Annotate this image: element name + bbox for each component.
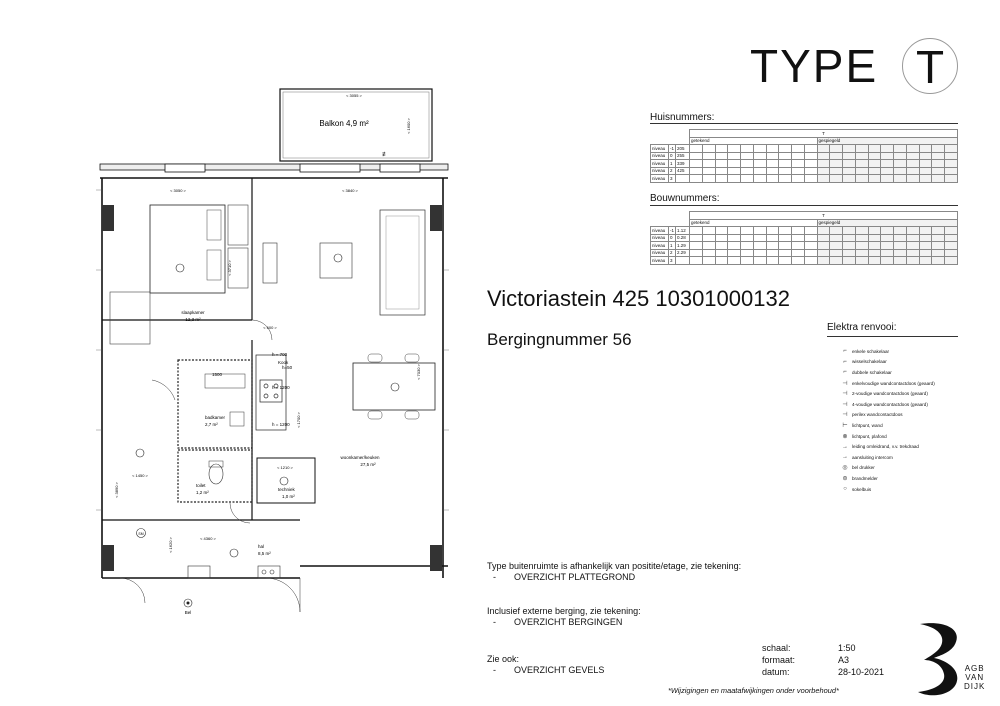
wissel-schakelaar-icon: ⌐: [843, 358, 847, 365]
legend-label: enkelvoudige wandcontactdoos (geaard): [852, 380, 935, 386]
legend-label: aansluiting intercom: [852, 454, 893, 460]
table-row: niveau 3: [651, 175, 958, 183]
intercom-icon: →: [842, 454, 848, 461]
type-letter-badge: T: [902, 38, 958, 94]
legend-item: [838, 441, 988, 452]
table-top-label: T: [690, 130, 958, 138]
dim-1700: < 1700 >: [296, 412, 301, 428]
dim-1450: < 1450 >: [132, 473, 148, 478]
legend-label: lichtpunt, wand: [852, 422, 883, 428]
legend-item: [838, 410, 988, 421]
schaal-value: 1:50: [838, 643, 856, 653]
dim-balkon-height: < 1600 >: [406, 118, 411, 134]
logo-wordmark: AGB VAN DIJK: [964, 664, 986, 691]
legend-label: perilex wandcontactdoos: [852, 412, 903, 418]
note-buitenruimte-dash: -: [493, 572, 496, 582]
svg-text:h = 700: h = 700: [272, 352, 288, 357]
dim-balkon-width: < 3055 >: [346, 93, 362, 98]
floor-plan: [0, 0, 470, 706]
legend-label: bel drukker: [852, 465, 875, 471]
note-berging-item: OVERZICHT BERGINGEN: [514, 617, 623, 627]
legend-item: [838, 463, 988, 474]
lichtpunt-wand-icon: ⊢: [842, 422, 848, 429]
dubbele-schakelaar-icon: ⌐: [843, 369, 847, 376]
legend-label: leiding omleidrand, v.v. trekdraad: [852, 444, 919, 450]
woonkamer-label: woonkamer/keuken: [340, 455, 380, 460]
wandcontactdoos-2-icon: ⊣: [842, 391, 848, 398]
table-top-label: T: [690, 212, 958, 220]
dim-1620: < 1620 >: [168, 537, 173, 553]
svg-text:< 1210 >: < 1210 >: [277, 465, 293, 470]
hal-area: 8,5 m²: [258, 551, 271, 556]
brandmelder-icon: ⊜: [842, 475, 848, 482]
huisnummers-rule: [650, 123, 958, 124]
toilet-area: 1,2 m²: [196, 490, 209, 495]
dim-600: < 600 >: [263, 325, 277, 330]
woonkamer-area: 27,5 m²: [360, 462, 376, 467]
legend-label: 4-voudige wandcontactdoos (geaard): [852, 401, 928, 407]
legend-label: sokelbuis: [852, 486, 872, 492]
schaal-label: schaal:: [762, 643, 791, 653]
badkamer-label: badkamer: [205, 415, 226, 420]
table-right-label: gespiegeld: [817, 219, 957, 227]
legend-item: [838, 357, 988, 368]
legend-label: enkele schakelaar: [852, 348, 890, 354]
note-berging: Inclusief externe berging, zie tekening:: [487, 606, 641, 616]
svg-text:h=50: h=50: [282, 365, 293, 370]
table-row: niveau 1 1.29: [651, 242, 958, 250]
svg-text:Kook: Kook: [278, 360, 289, 365]
footnote: *Wijzigingen en maatafwijkingen onder voorbehoud*: [668, 686, 839, 695]
legend-item: [838, 431, 988, 442]
dim-3890: < 3890 >: [114, 482, 119, 498]
table-row: niveau 0 255: [651, 152, 958, 160]
dim-3710: < 3710 >: [227, 260, 232, 276]
table-row: niveau 1 339: [651, 160, 958, 168]
leiding-icon: →: [842, 443, 848, 450]
table-row: niveau -1 205: [651, 145, 958, 153]
bouwnummers-table: [650, 211, 958, 265]
table-left-label: getekend: [690, 219, 818, 227]
svg-text:1500: 1500: [212, 372, 223, 377]
perilex-icon: ⊣: [842, 412, 848, 419]
wandcontactdoos-4-icon: ⊣: [842, 401, 848, 408]
dim-4360: < 4360 >: [200, 536, 216, 541]
slaapkamer-area: 12,3 m²: [185, 317, 201, 322]
legend-item: [838, 420, 988, 431]
elektra-rule: [827, 336, 958, 337]
bouwnummers-title: Bouwnummers:: [650, 193, 720, 204]
sofa: [380, 210, 425, 315]
dim-3050: < 3050 >: [170, 188, 186, 193]
note-buitenruimte-item: OVERZICHT PLATTEGROND: [514, 572, 636, 582]
formaat-label: formaat:: [762, 655, 796, 665]
table-row: niveau 2 2.29: [651, 249, 958, 257]
legend-item: [838, 367, 988, 378]
legend-label: 2-voudige wandcontactdoos (geaard): [852, 391, 928, 397]
table-row: niveau 2 425: [651, 167, 958, 175]
table-row: niveau 3: [651, 257, 958, 265]
svg-text:≢: ≢: [382, 152, 388, 158]
note-zie-ook-dash: -: [493, 665, 496, 675]
bergingnummer: Bergingnummer 56: [487, 330, 632, 349]
slaapkamer-label: slaapkamer: [181, 310, 205, 315]
legend-item: [838, 484, 988, 495]
type-title: TYPE: [750, 40, 879, 92]
agb-logo-icon: [912, 620, 966, 698]
bouwnummers-rule: [650, 205, 958, 206]
address-title: Victoriastein 425 10301000132: [487, 286, 790, 311]
legend-label: wisselschakelaar: [852, 359, 887, 365]
legend-label: lichtpunt, plafond: [852, 433, 887, 439]
wandcontactdoos-icon: ⊣: [842, 380, 848, 387]
table-row: niveau 0 0.28: [651, 234, 958, 242]
dim-7030: < 7030 >: [416, 364, 421, 380]
lichtpunt-plafond-icon: ⊗: [842, 433, 848, 440]
legend-label: brandmelder: [852, 475, 878, 481]
legend-item: [838, 378, 988, 389]
note-zie-ook: Zie ook:: [487, 654, 520, 664]
svg-text:SM: SM: [138, 532, 144, 536]
internal-walls: [102, 178, 300, 520]
table-row: niveau -1 1.12: [651, 227, 958, 235]
legend-label: dubbele schakelaar: [852, 369, 892, 375]
techniek-label: techniek: [278, 487, 295, 492]
svg-text:h = 1200: h = 1200: [272, 385, 290, 390]
svg-text:h = 1200: h = 1200: [272, 422, 290, 427]
datum-value: 28-10-2021: [838, 667, 885, 677]
elektra-title: Elektra renvooi:: [827, 322, 897, 333]
outer-walls: [100, 164, 448, 578]
note-berging-dash: -: [493, 617, 496, 627]
note-buitenruimte: Type buitenruimte is afhankelijk van positite/etage, zie tekening:: [487, 561, 742, 571]
bel-drukker-icon: ◎: [842, 465, 848, 472]
techniek-area: 1,0 m²: [282, 494, 295, 499]
elektra-legend: [838, 346, 988, 494]
sokelbuis-icon: ○: [843, 486, 847, 493]
huisnummers-title: Huisnummers:: [650, 112, 715, 123]
hal-label: hal: [258, 544, 265, 549]
bel-label: Bel: [184, 610, 192, 615]
toilet-label: toilet: [196, 483, 206, 488]
legend-item: [838, 346, 988, 357]
huisnummers-table: [650, 129, 958, 183]
note-zie-ook-item: OVERZICHT GEVELS: [514, 665, 605, 675]
enkele-schakelaar-icon: ⌐: [843, 348, 847, 355]
table-left-label: getekend: [690, 137, 818, 145]
formaat-value: A3: [838, 655, 850, 665]
table-right-label: gespiegeld: [817, 137, 957, 145]
dining-table: [353, 363, 435, 410]
legend-item: [838, 473, 988, 484]
datum-label: datum:: [762, 667, 790, 677]
balkon-label: Balkon 4,9 m²: [319, 119, 369, 128]
dim-3840: < 3840 >: [342, 188, 358, 193]
legend-item: [838, 452, 988, 463]
badkamer-area: 2,7 m²: [205, 422, 218, 427]
legend-item: [838, 399, 988, 410]
legend-item: [838, 388, 988, 399]
